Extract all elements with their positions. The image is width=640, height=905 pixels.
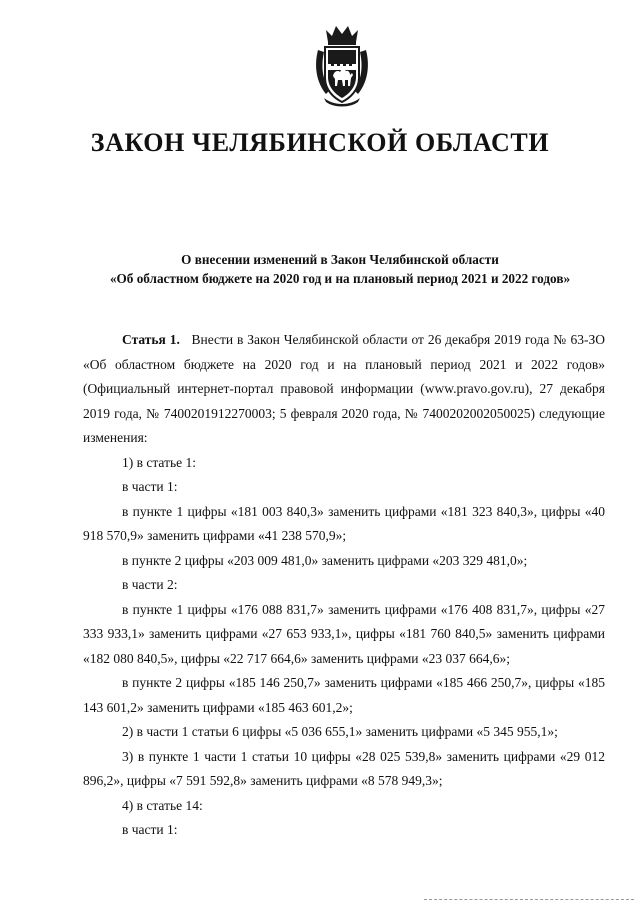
article-label: Статья 1. bbox=[122, 332, 180, 347]
paragraph-item: 1) в статье 1: bbox=[122, 454, 196, 470]
subtitle-line-2: «Об областном бюджете на 2020 год и на плановый период 2021 и 2022 годов» bbox=[109, 271, 571, 286]
paragraph-item: в пункте 2 цифры «203 009 481,0» заменить цифрами «203 329 481,0»; bbox=[122, 552, 528, 568]
paragraph-item: 2) в части 1 статьи 6 цифры «5 036 655,1» заменить цифрами «5 345 955,1»; bbox=[122, 724, 558, 739]
paragraph-item: 3) в пункте 1 части 1 статьи 10 цифры «28 025 539,8» заменить цифрами «29 012 896,2», цифры «7 591 592,8» заменить цифрами «8 578 949,3»; bbox=[83, 748, 605, 788]
paragraph-item: в части 1: bbox=[122, 822, 178, 837]
law-title: ЗАКОН ЧЕЛЯБИНСКОЙ ОБЛАСТИ bbox=[90, 128, 550, 157]
paragraph-item: в части 1: bbox=[122, 479, 178, 494]
chelyabinsk-coat-of-arms-icon bbox=[312, 20, 372, 110]
page-bottom-rule bbox=[424, 899, 634, 900]
paragraph-item: в пункте 2 цифры «185 146 250,7» заменить цифрами «185 466 250,7», цифры «185 143 601,2» заменить цифрами «185 463 601,2»; bbox=[83, 675, 605, 715]
paragraph-item: в пункте 1 цифры «176 088 831,7» заменить цифрами «176 408 831,7», цифры «27 333 933,1» заменить цифрами «27 653 933,1», цифры «181 760 840,5» заменить цифрами «182 080 840,5», цифры «22 717 664,6» заменить цифрами «23 037 664,6»; bbox=[83, 601, 605, 666]
article-intro-paragraph bbox=[83, 328, 605, 451]
paragraph-item: 4) в статье 14: bbox=[122, 797, 203, 813]
article-intro-text: Внести в Закон Челябинской области от 26 декабря 2019 года № 63-ЗО «Об областном бюджете на 2020 год и на плановый период 2021 и 2022 годов» (Официальный интернет-портал правовой информации (www.pravo.gov.ru), 27 декабря 2019 года, № 7400201912270003; 5 февраля 2020 года, № 7400202002050025) следующие изменения: bbox=[83, 332, 606, 445]
paragraph-item: в части 2: bbox=[122, 577, 178, 592]
subtitle-line-1: О внесении изменений в Закон Челябинской области bbox=[181, 252, 499, 267]
law-subtitle bbox=[40, 250, 640, 288]
paragraph-item: в пункте 1 цифры «181 003 840,3» заменить цифрами «181 323 840,3», цифры «40 918 570,9» заменить цифрами «41 238 570,9»; bbox=[83, 503, 605, 543]
article-body bbox=[83, 328, 605, 843]
